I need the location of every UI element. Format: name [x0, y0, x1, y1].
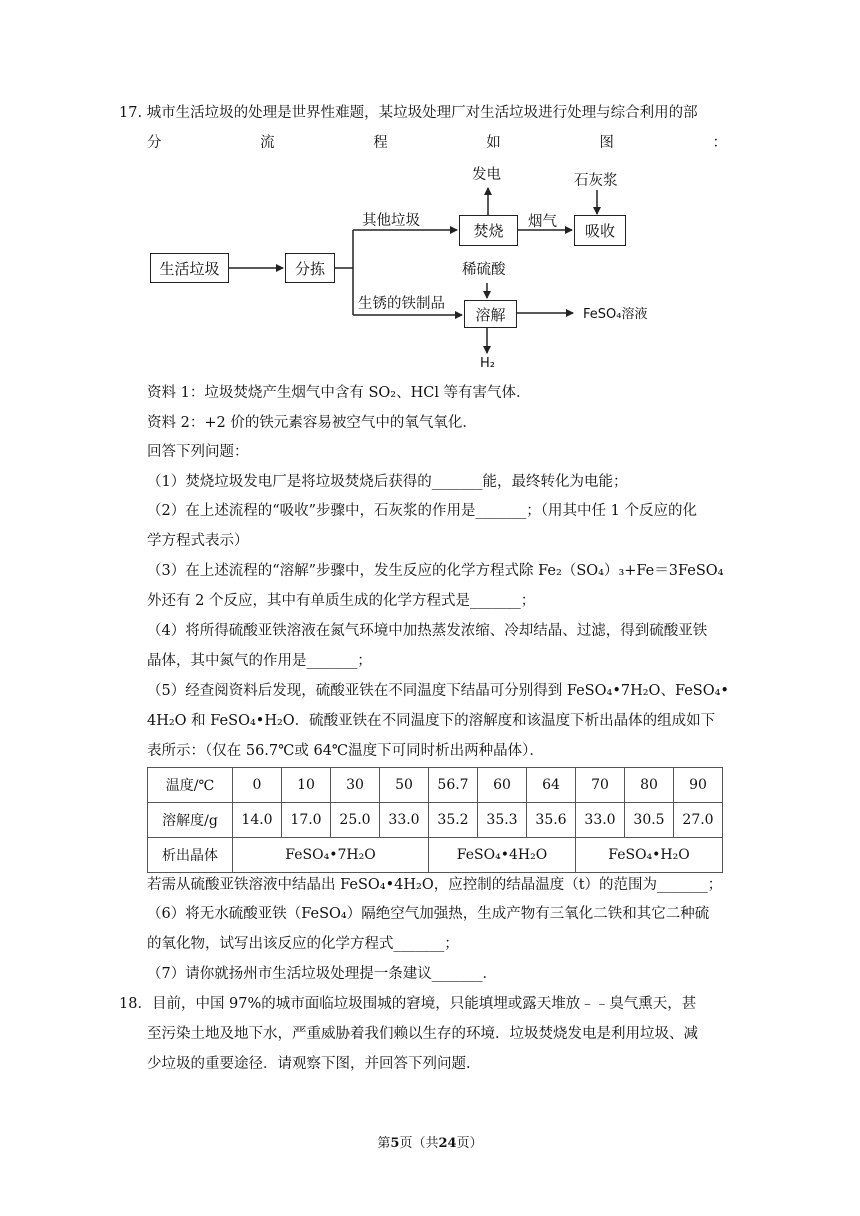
q17-intro-word: 图	[599, 135, 614, 151]
footer-prefix: 第	[377, 1136, 391, 1151]
table-cell: 30.5	[625, 803, 674, 838]
table-cell: 33.0	[380, 803, 429, 838]
footer-page-number: 5	[390, 1136, 400, 1151]
table-row-solubility	[148, 803, 723, 838]
table-cell: 64	[527, 768, 576, 803]
question-5-line1: （5）经查阅资料后发现，硫酸亚铁在不同温度下结晶可分别得到 FeSO₄•7H₂O、FeSO₄•	[147, 683, 729, 699]
table-cell: 90	[674, 768, 723, 803]
question-5-line4: 若需从硫酸亚铁溶液中结晶出 FeSO₄•4H₂O，应控制的结晶温度（t）的范围为_______；	[147, 877, 723, 893]
q18-line3: 少垃圾的重要途径．请观察下图，并回答下列问题．	[147, 1056, 481, 1072]
box-sorting: 分拣	[285, 253, 335, 283]
question-3-line1: （3）在上述流程的“溶解”步骤中，发生反应的化学方程式除 Fe₂（SO₄）₃+Fe＝3FeSO₄	[147, 563, 724, 579]
table-row-crystals	[148, 838, 723, 873]
q17-intro-word: 分	[147, 135, 162, 151]
question-2-line1: （2）在上述流程的“吸收”步骤中，石灰浆的作用是_______；（用其中任 1 个反应的化	[147, 503, 697, 519]
process-flow-diagram	[140, 155, 700, 380]
table-cell: 35.6	[527, 803, 576, 838]
label-flue-gas: 烟气	[528, 214, 557, 230]
label-hydrogen: H₂	[480, 356, 495, 371]
table-header-solubility: 溶解度/g	[148, 803, 233, 838]
footer-middle: 页（共	[399, 1136, 439, 1151]
question-4-line2: 晶体，其中氮气的作用是_______；	[147, 653, 372, 669]
table-cell: 27.0	[674, 803, 723, 838]
q17-intro-line1: 17. 城市生活垃圾的处理是世界性难题，某垃圾处理厂对生活垃圾进行处理与综合利用的部	[119, 105, 698, 121]
q17-intro-word: 如	[486, 135, 501, 151]
table-cell: 35.2	[429, 803, 478, 838]
box-absorption: 吸收	[574, 215, 626, 246]
label-dilute-sulfuric-acid: 稀硫酸	[462, 262, 506, 278]
label-feso4-solution: FeSO₄溶液	[583, 307, 648, 322]
footer-suffix: 页）	[456, 1136, 483, 1151]
question-3-line2: 外还有 2 个反应，其中有单质生成的化学方程式是_______；	[147, 593, 536, 609]
table-cell: 60	[478, 768, 527, 803]
box-household-waste: 生活垃圾	[150, 253, 229, 283]
question-5-line2: 4H₂O 和 FeSO₄•H₂O．硫酸亚铁在不同温度下的溶解度和该温度下析出晶体的组成如下	[147, 713, 716, 729]
table-cell-crystal-h2o: FeSO₄•H₂O	[576, 838, 723, 873]
table-cell: 50	[380, 768, 429, 803]
table-cell: 25.0	[331, 803, 380, 838]
table-cell: 30	[331, 768, 380, 803]
question-6-line2: 的氧化物，试写出该反应的化学方程式_______；	[147, 936, 459, 952]
solubility-table	[147, 767, 723, 873]
label-rusty-iron: 生锈的铁制品	[358, 296, 445, 312]
label-other-waste: 其他垃圾	[362, 213, 420, 229]
q18-line2: 至污染土地及地下水，严重威胁着我们赖以生存的环境．垃圾焚烧发电是利用垃圾、减	[147, 1026, 698, 1042]
table-header-temperature: 温度/℃	[148, 768, 233, 803]
q17-intro-line2	[147, 133, 727, 153]
box-incineration: 焚烧	[459, 215, 518, 246]
material-1: 资料 1：垃圾焚烧产生烟气中含有 SO₂、HCl 等有害气体．	[147, 385, 531, 401]
label-lime-slurry: 石灰浆	[574, 173, 618, 189]
question-6-line1: （6）将无水硫酸亚铁（FeSO₄）隔绝空气加强热，生成产物有三氧化二铁和其它二种硫	[147, 906, 710, 922]
label-power-generation: 发电	[472, 167, 501, 183]
answer-intro: 回答下列问题：	[147, 444, 249, 460]
material-2: 资料 2：+2 价的铁元素容易被空气中的氧气氧化．	[147, 415, 477, 431]
question-1: （1）焚烧垃圾发电厂是将垃圾焚烧后获得的_______能，最终转化为电能；	[147, 474, 628, 490]
q18-line1: 18．目前，中国 97%的城市面临垃圾围城的窘境，只能填埋或露天堆放﹣﹣臭气熏天，甚	[119, 996, 697, 1012]
question-7: （7）请你就扬州市生活垃圾处理提一条建议_______．	[147, 966, 497, 982]
page-footer	[0, 1132, 860, 1151]
question-4-line1: （4）将所得硫酸亚铁溶液在氮气环境中加热蒸发浓缩、冷却结晶、过滤，得到硫酸亚铁	[147, 623, 708, 639]
q17-intro-word: 程	[373, 135, 388, 151]
table-cell: 70	[576, 768, 625, 803]
table-cell: 14.0	[233, 803, 282, 838]
footer-total-pages: 24	[438, 1136, 457, 1151]
table-cell: 35.3	[478, 803, 527, 838]
table-row-temperature	[148, 768, 723, 803]
table-cell: 33.0	[576, 803, 625, 838]
table-cell-crystal-7h2o: FeSO₄•7H₂O	[233, 838, 429, 873]
q17-intro-word: 流	[260, 135, 275, 151]
table-cell: 56.7	[429, 768, 478, 803]
table-cell: 10	[282, 768, 331, 803]
question-2-line2: 学方程式表示）	[147, 533, 249, 549]
table-cell: 17.0	[282, 803, 331, 838]
table-cell-crystal-4h2o: FeSO₄•4H₂O	[429, 838, 576, 873]
box-dissolving: 溶解	[464, 300, 517, 328]
question-5-line3: 表所示：（仅在 56.7℃或 64℃温度下可同时析出两种晶体）．	[147, 743, 544, 759]
table-cell: 80	[625, 768, 674, 803]
table-cell: 0	[233, 768, 282, 803]
table-header-crystals: 析出晶体	[148, 838, 233, 873]
q17-intro-word: ：	[712, 135, 727, 151]
